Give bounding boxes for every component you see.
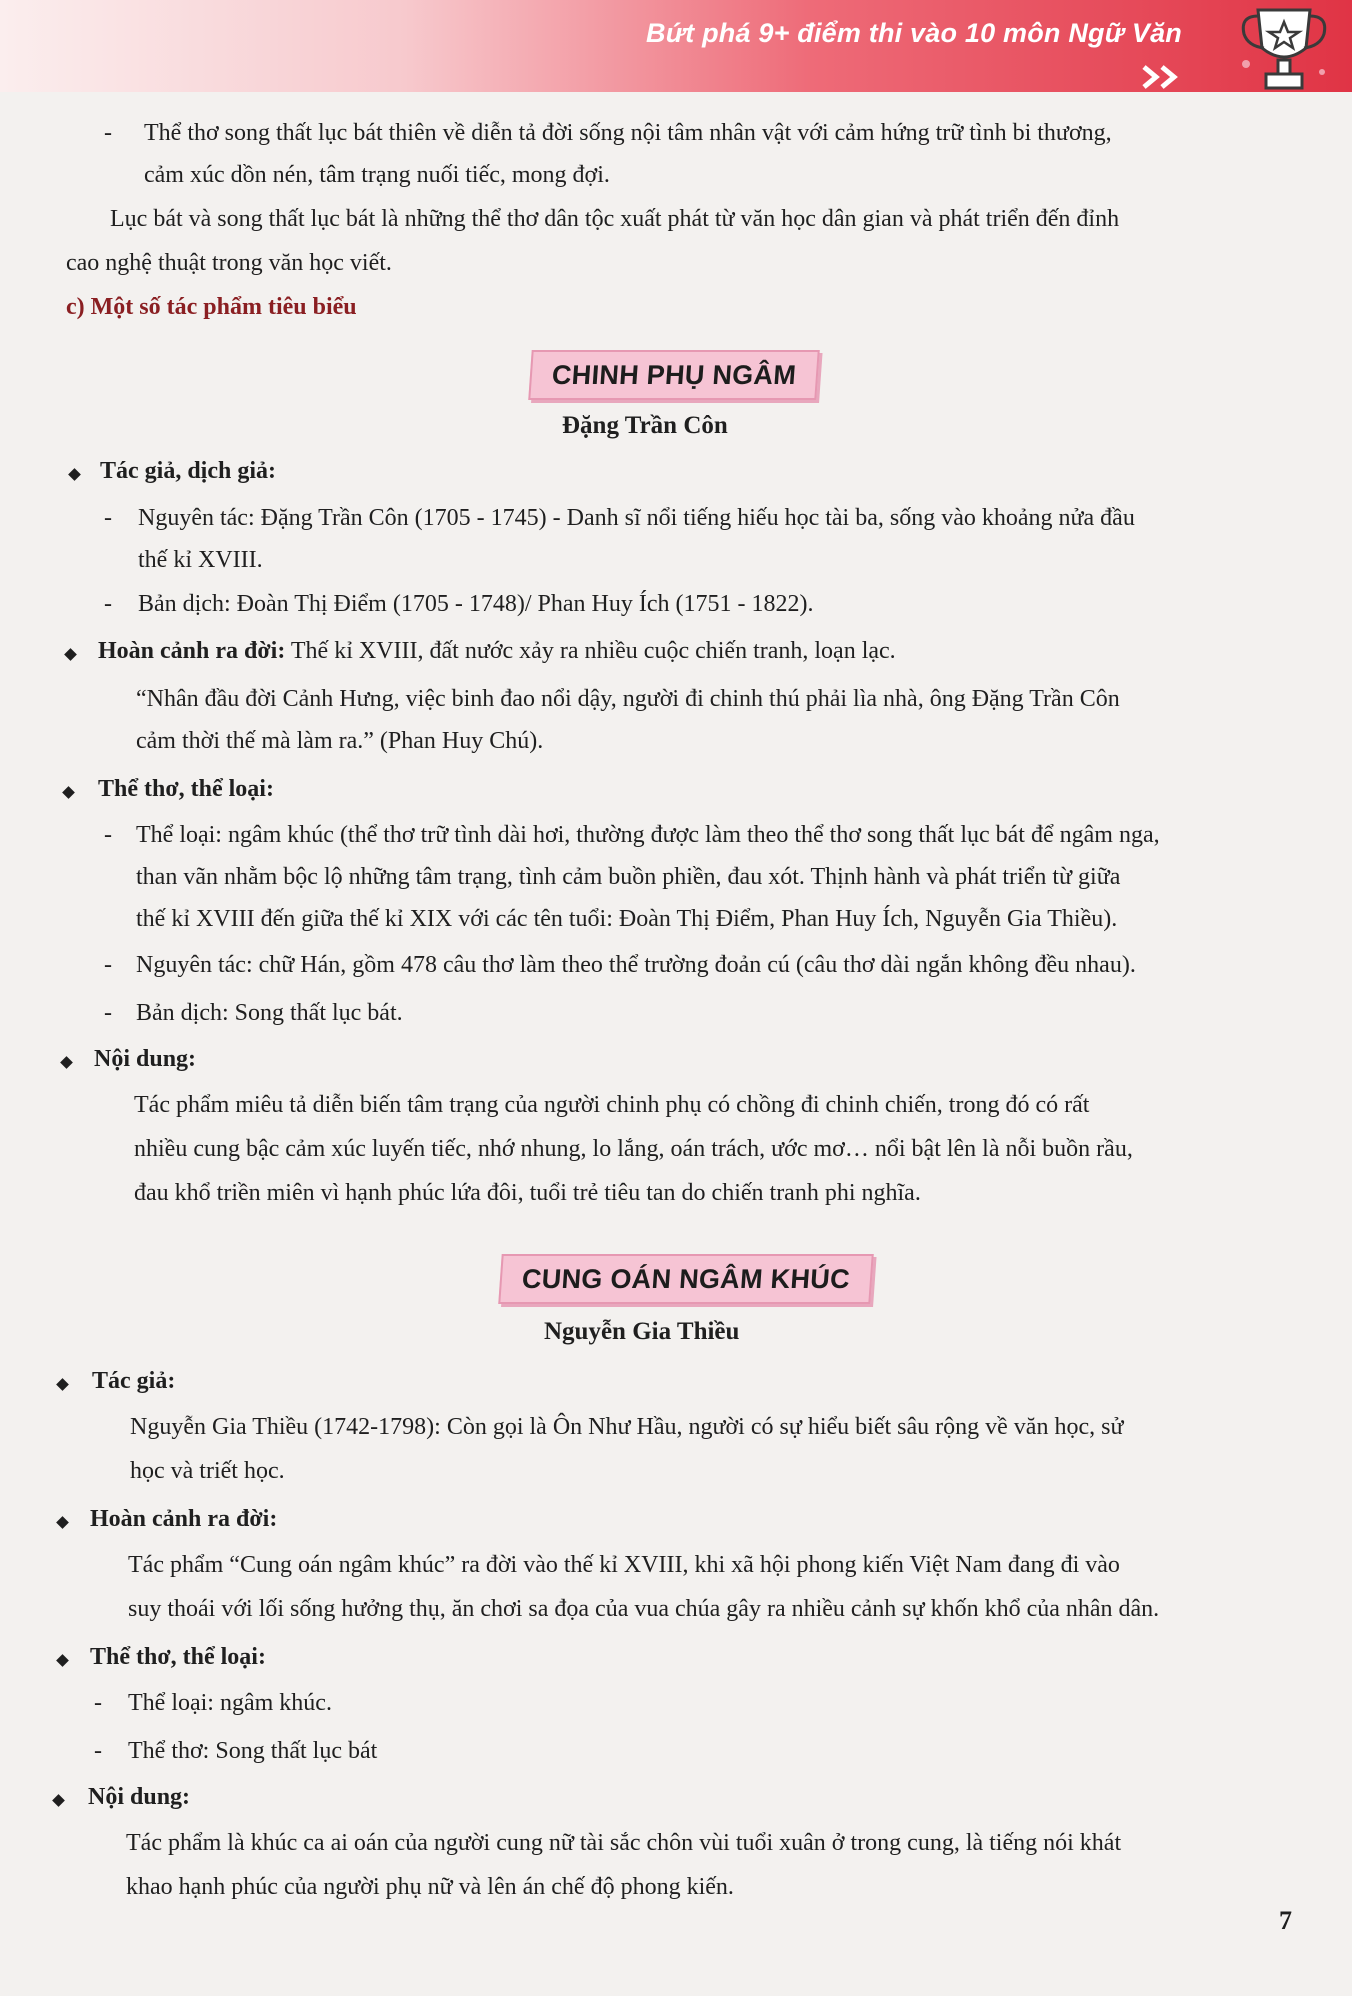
text-line: Tác phẩm là khúc ca ai oán của người cung nữ tài sắc chôn vùi tuổi xuân ở trong cung, là tiếng nói khát [126, 1830, 1122, 1856]
diamond-bullet-icon [56, 1516, 69, 1529]
text-line: Bản dịch: Đoàn Thị Điểm (1705 - 1748)/ Phan Huy Ích (1751 - 1822). [138, 591, 814, 617]
diamond-bullet-icon [62, 786, 75, 799]
text-line: Thể loại: ngâm khúc. [128, 1690, 332, 1716]
context-line [98, 638, 896, 665]
item-heading: Hoàn cảnh ra đời: [98, 638, 286, 664]
diamond-bullet-icon [52, 1794, 65, 1807]
diamond-bullet-icon [60, 1056, 73, 1069]
text-line: Nguyên tác: chữ Hán, gồm 478 câu thơ làm theo thể trường đoản cú (câu thơ dài ngắn không đều nhau). [136, 952, 1136, 978]
item-heading: Thể thơ, thể loại: [98, 776, 274, 802]
text-line: đau khổ triền miên vì hạnh phúc lứa đôi, tuổi trẻ tiêu tan do chiến tranh phi nghĩa. [134, 1180, 921, 1206]
text-line: cảm xúc dồn nén, tâm trạng nuối tiếc, mong đợi. [144, 162, 610, 188]
dash-bullet: - [104, 952, 112, 978]
item-heading: Thể thơ, thể loại: [90, 1644, 266, 1670]
text-line: Nguyễn Gia Thiều (1742-1798): Còn gọi là Ôn Như Hầu, người có sự hiểu biết sâu rộng về văn học, sử [130, 1414, 1124, 1440]
chevron-right-icon [1140, 64, 1184, 90]
dash-bullet: - [104, 822, 112, 848]
text-line: Tác phẩm “Cung oán ngâm khúc” ra đời vào thế kỉ XVIII, khi xã hội phong kiến Việt Nam đang đi vào [128, 1552, 1120, 1578]
work-title-tag: CHINH PHỤ NGÂM [528, 350, 820, 400]
dash-bullet: - [104, 120, 112, 146]
context-text: Thế kỉ XVIII, đất nước xảy ra nhiều cuộc chiến tranh, loạn lạc. [285, 638, 896, 664]
item-heading: Nội dung: [94, 1046, 197, 1072]
text-line: Bản dịch: Song thất lục bát. [136, 1000, 403, 1026]
text-line: cao nghệ thuật trong văn học viết. [66, 250, 392, 276]
header-band [0, 0, 1352, 92]
quote-line: cảm thời thế mà làm ra.” (Phan Huy Chú). [136, 728, 544, 754]
text-line: suy thoái với lối sống hưởng thụ, ăn chơi sa đọa của vua chúa gây ra nhiều cảnh sự khốn khổ của nhân dân. [128, 1596, 1160, 1622]
item-heading: Hoàn cảnh ra đời: [90, 1506, 278, 1532]
quote-line: “Nhân đầu đời Cảnh Hưng, việc binh đao nổi dậy, người đi chinh thú phải lìa nhà, ông Đặng Trần Côn [136, 686, 1120, 712]
work-title-tag: CUNG OÁN NGÂM KHÚC [498, 1254, 873, 1304]
work-author: Đặng Trần Côn [562, 412, 728, 439]
text-line: Tác phẩm miêu tả diễn biến tâm trạng của người chinh phụ có chồng đi chinh chiến, trong đó có rất [134, 1092, 1090, 1118]
text-line: Thể loại: ngâm khúc (thể thơ trữ tình dài hơi, thường được làm theo thể thơ song thất lục bát để ngâm nga, [136, 822, 1160, 848]
text-line: Thể thơ: Song thất lục bát [128, 1738, 378, 1764]
text-line: thế kỉ XVIII. [138, 547, 263, 573]
text-line: than vãn nhằm bộc lộ những tâm trạng, tình cảm buồn phiền, đau xót. Thịnh hành và phát triển từ giữa [136, 864, 1121, 890]
page-number: 7 [1279, 1906, 1292, 1935]
diamond-bullet-icon [68, 468, 81, 481]
text-line: khao hạnh phúc của người phụ nữ và lên án chế độ phong kiến. [126, 1874, 734, 1900]
section-heading: c) Một số tác phẩm tiêu biểu [66, 294, 357, 320]
diamond-bullet-icon [64, 648, 77, 661]
dash-bullet: - [104, 591, 112, 617]
work-author: Nguyễn Gia Thiều [544, 1318, 740, 1345]
dash-bullet: - [94, 1738, 102, 1764]
text-line: Nguyên tác: Đặng Trần Côn (1705 - 1745) - Danh sĩ nổi tiếng hiếu học tài ba, sống vào khoảng nửa đầu [138, 505, 1135, 531]
dash-bullet: - [94, 1690, 102, 1716]
text-line: học và triết học. [130, 1458, 285, 1484]
item-heading: Tác giả: [92, 1368, 176, 1394]
diamond-bullet-icon [56, 1378, 69, 1391]
header-title: Bứt phá 9+ điểm thi vào 10 môn Ngữ Văn [646, 18, 1182, 48]
item-heading: Nội dung: [88, 1784, 191, 1810]
item-heading: Tác giả, dịch giả: [100, 458, 277, 484]
dash-bullet: - [104, 505, 112, 531]
diamond-bullet-icon [56, 1654, 69, 1667]
text-line: thế kỉ XVIII đến giữa thế kỉ XIX với các tên tuổi: Đoàn Thị Điểm, Phan Huy Ích, Nguyễn Gia Thiều). [136, 906, 1118, 932]
text-line: nhiều cung bậc cảm xúc luyến tiếc, nhớ nhung, lo lắng, oán trách, ước mơ… nổi bật lên là nỗi buồn rầu, [134, 1136, 1133, 1162]
text-line: Lục bát và song thất lục bát là những thể thơ dân tộc xuất phát từ văn học dân gian và phát triển đến đỉnh [110, 206, 1120, 232]
dash-bullet: - [104, 1000, 112, 1026]
text-line: Thể thơ song thất lục bát thiên về diễn tả đời sống nội tâm nhân vật với cảm hứng trữ tình bi thương, [144, 120, 1112, 146]
trophy-icon [1236, 2, 1332, 102]
